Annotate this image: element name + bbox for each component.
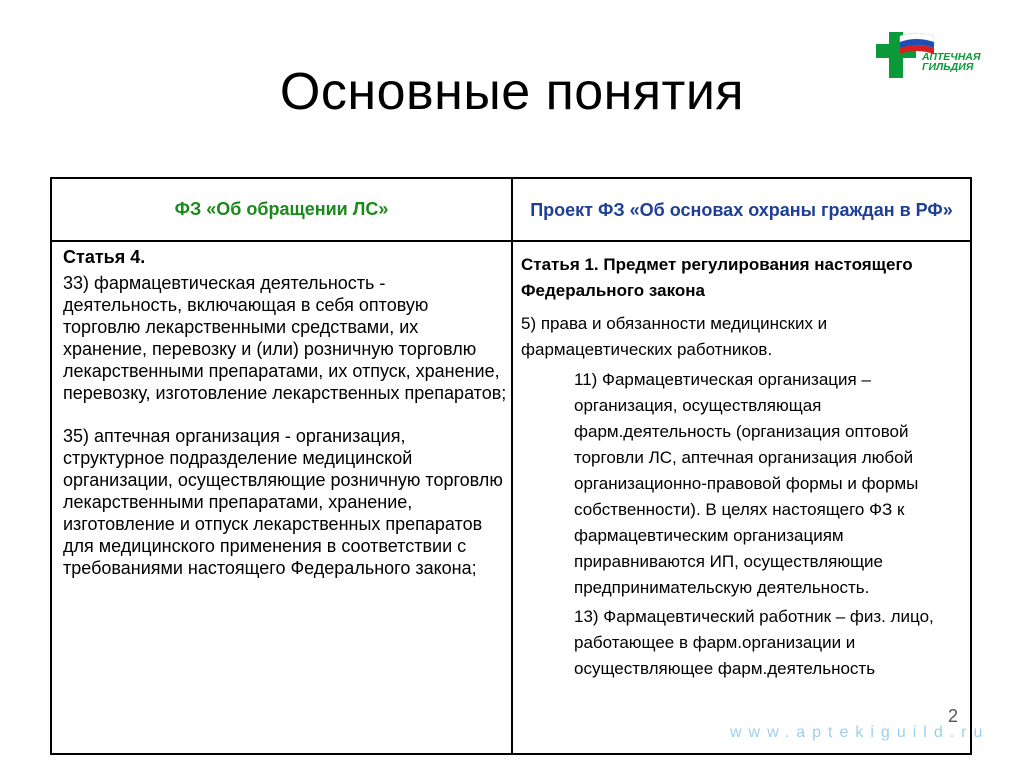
header-left: ФЗ «Об обращении ЛС» [174,199,389,219]
definition-33: 33) фармацевтическая деятельность - деятельность, включающая в себя оптовую торговлю лекарственными средствами, их хранение, перевозку и (или) розничную торговлю лекарственными препаратами, их отпуск, хранение, перевозку, изготовление лекарственных препаратов; [63,273,507,403]
column-divider [511,177,513,755]
right-column [521,252,966,685]
slide-title: Основные понятия [279,63,745,121]
item-13: 13) Фармацевтический работник – физ. лицо, работающее в фарм.организации и осуществляющее фарм.деятельность [574,607,934,678]
logo-text [922,52,996,72]
logo-line-1: АПТЕЧНАЯ [922,51,981,63]
header-divider [50,240,972,242]
logo-line-2: ГИЛЬДИЯ [922,61,974,73]
page-number: 2 [948,706,959,726]
left-article-title: Статья 4. [63,247,146,267]
item-11: 11) Фармацевтическая организация – организация, осуществляющая фарм.деятельность (организация оптовой торговли ЛС, аптечная организация любой организационно-правовой формы и формы собственности). В целях настоящего ФЗ к фармацевтическим организациям приравниваются ИП, осуществляющие предпринимательскую деятельность. [574,370,919,597]
right-article-title: Статья 1. Предмет регулирования настоящего Федерального закона [521,255,913,300]
left-column [63,246,507,579]
definition-35: 35) аптечная организация - организация, структурное подразделение медицинской организации, осуществляющие розничную торговлю лекарственными препаратами, хранение, изготовление и отпуск лекарственных препаратов для медицинского применения в соответствии с требованиями настоящего Федерального закона; [63,426,503,578]
item-5: 5) права и обязанности медицинских и фармацевтических работников. [521,314,828,359]
footer-url[interactable]: www.aptekiguild.ru [730,724,990,741]
header-right: Проект ФЗ «Об основах охраны граждан в РФ» [530,199,953,220]
